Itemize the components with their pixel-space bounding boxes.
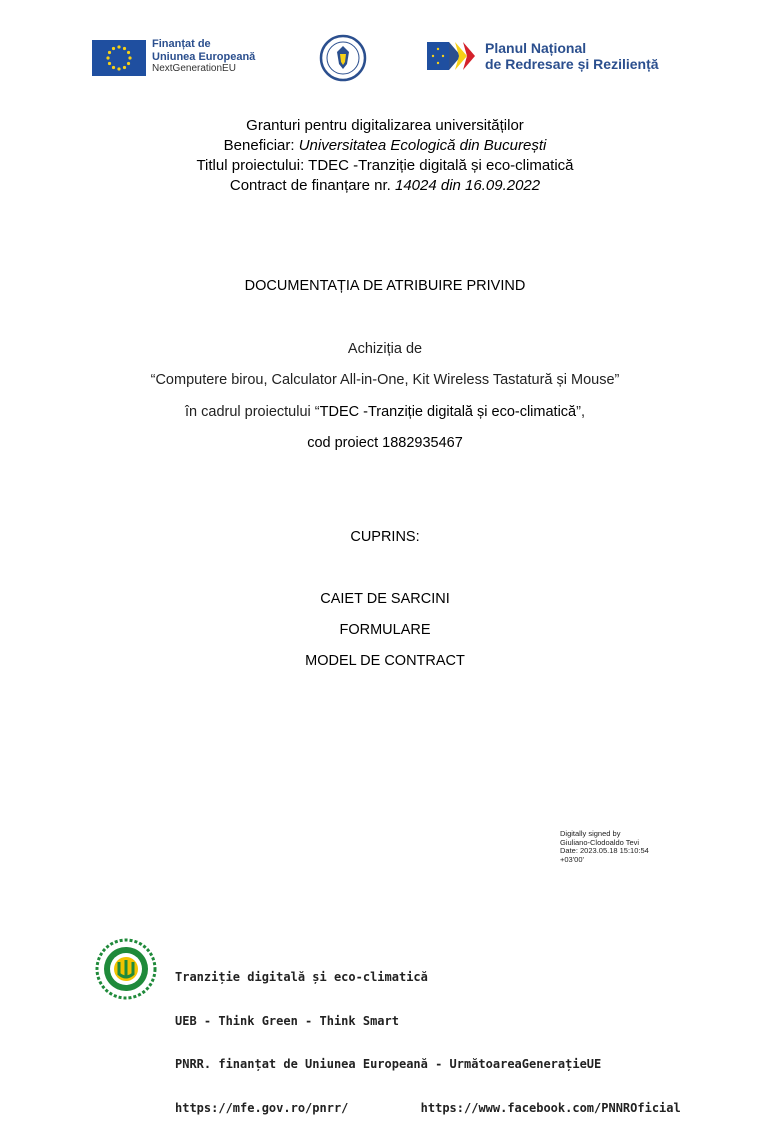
title-block xyxy=(0,116,770,196)
pnrr-logo xyxy=(427,40,677,76)
signature-line1: Digitally signed by xyxy=(560,829,621,838)
footer-text xyxy=(175,941,681,1130)
eu-flag-icon xyxy=(92,40,146,76)
digital-signature xyxy=(560,830,649,864)
signature-line2: Giuliano-Clodoaldo Tevi xyxy=(560,837,640,847)
signature-line3: Date: 2023.05.18 15:10:54 xyxy=(560,846,649,855)
doc-heading: DOCUMENTAȚIA DE ATRIBUIRE PRIVIND xyxy=(244,278,526,294)
project-reference xyxy=(0,404,770,420)
project-code: cod proiect 1882935467 xyxy=(307,435,463,451)
pnrr-arrow-icon xyxy=(427,40,483,72)
ueb-logo-icon xyxy=(95,938,157,1000)
pnrr-text-line1: Planul Național xyxy=(485,40,587,56)
grant-title: Granturi pentru digitalizarea universităților xyxy=(246,117,524,134)
project-reference-name: TDEC -Tranziție digitală și eco-climatică xyxy=(319,404,577,420)
eu-text-line3: NextGenerationEU xyxy=(152,63,236,74)
beneficiary-value: Universitatea Ecologică din București xyxy=(298,137,547,154)
eu-funding-logo xyxy=(92,38,292,78)
beneficiary-line xyxy=(0,136,770,156)
footer-line2: UEB - Think Green - Think Smart xyxy=(175,1013,399,1028)
eu-text-line2: Uniunea Europeană xyxy=(152,50,256,63)
footer-link-mfe[interactable]: https://mfe.gov.ro/pnrr/ xyxy=(175,1100,349,1115)
contract-value: 14024 din 16.09.2022 xyxy=(394,177,541,194)
contract-line xyxy=(0,176,770,196)
contents-heading: CUPRINS: xyxy=(350,529,420,545)
project-reference-prefix: în cadrul proiectului “ xyxy=(185,404,320,420)
project-reference-suffix: ”, xyxy=(576,404,585,420)
contents-item-1: CAIET DE SARCINI xyxy=(320,591,450,607)
signature-line4: +03'00' xyxy=(560,854,584,864)
government-seal-icon xyxy=(318,34,368,82)
contents-item-2: FORMULARE xyxy=(339,622,431,638)
footer-link-facebook[interactable]: https://www.facebook.com/PNNROficial xyxy=(420,1100,681,1115)
project-title-line: Titlul proiectului: TDEC -Tranziție digitală și eco-climatică xyxy=(196,157,574,174)
beneficiary-label: Beneficiar: xyxy=(223,137,299,154)
acquisition-intro: Achiziția de xyxy=(347,341,423,357)
footer-line3: PNRR. finanțat de Uniunea Europeană - UrmătoareaGenerațieUE xyxy=(175,1057,602,1071)
footer-links xyxy=(175,1101,681,1116)
contents-item-3: MODEL DE CONTRACT xyxy=(305,653,465,669)
acquisition-items: “Computere birou, Calculator All-in-One, Kit Wireless Tastatură și Mouse” xyxy=(150,372,620,388)
footer-line1: Tranziție digitală și eco-climatică xyxy=(175,970,428,984)
contract-label: Contract de finanțare nr. xyxy=(229,177,395,194)
pnrr-text-line2: de Redresare și Reziliență xyxy=(485,55,659,72)
eu-text-line1: Finanțat de xyxy=(152,38,211,50)
